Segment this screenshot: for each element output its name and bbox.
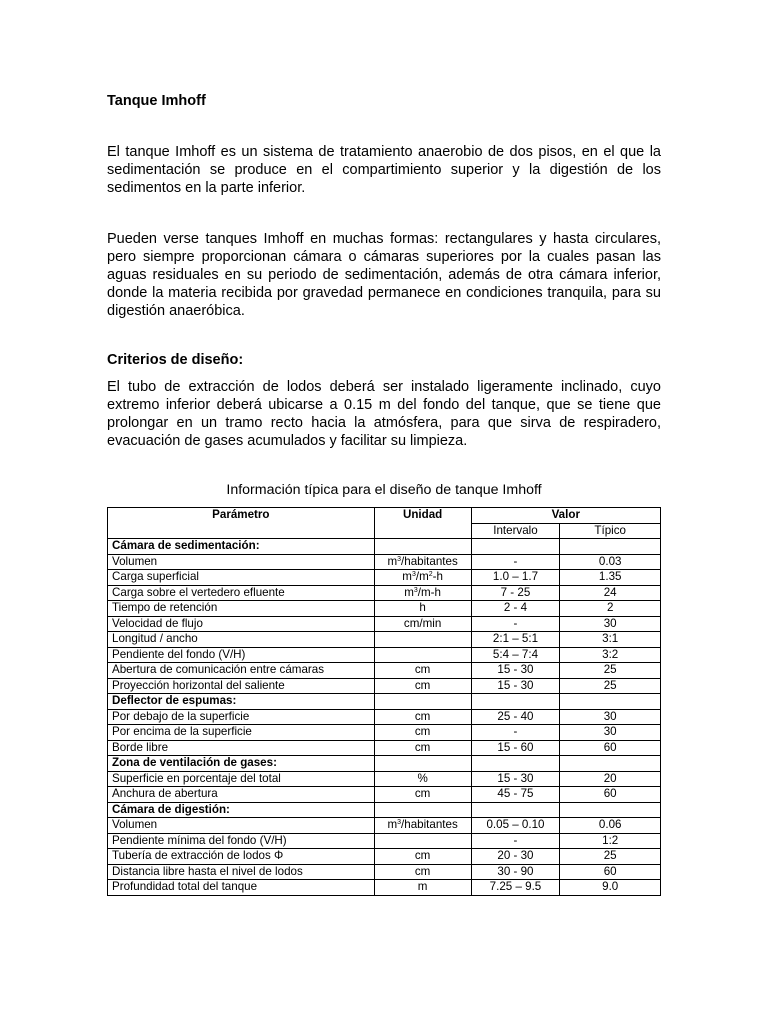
interval-cell: 2 - 4 [471,601,560,617]
interval-cell: 1.0 – 1.7 [471,570,560,586]
interval-cell: 5:4 – 7:4 [471,647,560,663]
param-cell: Tiempo de retención [108,601,375,617]
unit-cell: cm [374,709,471,725]
empty-cell [560,802,661,818]
interval-cell: - [471,616,560,632]
header-unidad: Unidad [374,508,471,539]
table-row [108,787,661,803]
unit-cell [374,632,471,648]
typical-cell: 30 [560,709,661,725]
empty-cell [374,539,471,555]
section-title: Cámara de digestión: [108,802,375,818]
interval-cell: 7 - 25 [471,585,560,601]
typical-cell: 60 [560,740,661,756]
typical-cell: 1.35 [560,570,661,586]
interval-cell: 15 - 60 [471,740,560,756]
typical-cell: 3:1 [560,632,661,648]
empty-cell [471,694,560,710]
empty-cell [471,802,560,818]
typical-cell: 3:2 [560,647,661,663]
unit-cell: $m^3$/habitantes [374,818,471,834]
unit-cell: cm [374,678,471,694]
unit-cell: $m^3$/habitantes [374,554,471,570]
table-row [108,740,661,756]
param-cell: Carga sobre el vertedero efluente [108,585,375,601]
empty-cell [471,539,560,555]
unit-cell: cm [374,740,471,756]
table-row [108,725,661,741]
typical-cell: 9.0 [560,880,661,896]
table-row [108,570,661,586]
forms-paragraph: Pueden verse tanques Imhoff en muchas formas: rectangulares y hasta circulares, pero siempre proporcionan cámara o cámaras superiores por la cuales pasan las aguas residuales en su periodo de sedimentación, además de otra cámara inferior, donde la materia recibida por gravedad permanece en condiciones tranquila, para su digestión anaeróbica. [107,231,661,319]
empty-cell [374,802,471,818]
table-section-row [108,694,661,710]
empty-cell [560,694,661,710]
header-tipico: Típico [560,523,661,539]
interval-cell: 15 - 30 [471,663,560,679]
table-row [108,818,661,834]
typical-cell: 60 [560,864,661,880]
header-parametro: Parámetro [108,508,375,539]
interval-cell: 2:1 – 5:1 [471,632,560,648]
interval-cell: 7.25 – 9.5 [471,880,560,896]
typical-cell: 1:2 [560,833,661,849]
param-cell: Pendiente mínima del fondo (V/H) [108,833,375,849]
param-cell: Por encima de la superficie [108,725,375,741]
param-cell: Volumen [108,554,375,570]
param-cell: Profundidad total del tanque [108,880,375,896]
table-row [108,880,661,896]
typical-cell: 0.03 [560,554,661,570]
typical-cell: 25 [560,849,661,865]
param-cell: Pendiente del fondo (V/H) [108,647,375,663]
table-section-row [108,539,661,555]
param-cell: Por debajo de la superficie [108,709,375,725]
typical-cell: 2 [560,601,661,617]
design-table [107,507,661,896]
unit-cell: cm [374,864,471,880]
param-cell: Superficie en porcentaje del total [108,771,375,787]
param-cell: Velocidad de flujo [108,616,375,632]
unit-cell: cm [374,663,471,679]
interval-cell: 45 - 75 [471,787,560,803]
table-row [108,616,661,632]
unit-cell: $m^3/m^2-h$ [374,570,471,586]
empty-cell [374,756,471,772]
param-cell: Tubería de extracción de lodos Φ [108,849,375,865]
unit-cell: m [374,880,471,896]
param-cell: Proyección horizontal del saliente [108,678,375,694]
unit-cell: % [374,771,471,787]
typical-cell: 20 [560,771,661,787]
interval-cell: 15 - 30 [471,771,560,787]
table-row [108,663,661,679]
design-criteria-heading: Criterios de diseño: [107,352,244,368]
typical-cell: 0.06 [560,818,661,834]
param-cell: Volumen [108,818,375,834]
empty-cell [560,539,661,555]
table-row [108,632,661,648]
table-body [108,539,661,896]
section-title: Deflector de espumas: [108,694,375,710]
unit-cell: $m^3/m-h$ [374,585,471,601]
interval-cell: - [471,833,560,849]
param-cell: Carga superficial [108,570,375,586]
typical-cell: 30 [560,725,661,741]
param-cell: Distancia libre hasta el nivel de lodos [108,864,375,880]
design-criteria-paragraph: El tubo de extracción de lodos deberá ser instalado ligeramente inclinado, cuyo extremo inferior deberá ubicarse a 0.15 m del fondo del tanque, que se tiene que prolongar en un tramo recto hacia la atmósfera, para que sirva de respiradero, evacuación de gases acumulados y facilitar su limpieza. [107,379,661,449]
unit-cell [374,647,471,663]
interval-cell: 20 - 30 [471,849,560,865]
param-cell: Borde libre [108,740,375,756]
unit-cell: cm [374,725,471,741]
table-section-row [108,756,661,772]
empty-cell [471,756,560,772]
document-title: Tanque Imhoff [107,93,206,109]
interval-cell: - [471,725,560,741]
param-cell: Longitud / ancho [108,632,375,648]
unit-cell: h [374,601,471,617]
unit-cell: cm [374,849,471,865]
table-row [108,678,661,694]
table-row [108,849,661,865]
empty-cell [374,694,471,710]
table-row [108,709,661,725]
interval-cell: 15 - 30 [471,678,560,694]
table-row [108,833,661,849]
typical-cell: 30 [560,616,661,632]
table-row [108,647,661,663]
intro-paragraph: El tanque Imhoff es un sistema de tratamiento anaerobio de dos pisos, en el que la sedimentación se produce en el compartimiento superior y la digestión de los sedimentos en la parte inferior. [107,144,661,196]
table-section-row [108,802,661,818]
table-row [108,554,661,570]
typical-cell: 25 [560,678,661,694]
interval-cell: 0.05 – 0.10 [471,818,560,834]
empty-cell [560,756,661,772]
typical-cell: 60 [560,787,661,803]
interval-cell: - [471,554,560,570]
table-row [108,771,661,787]
param-cell: Abertura de comunicación entre cámaras [108,663,375,679]
typical-cell: 25 [560,663,661,679]
table-row [108,585,661,601]
interval-cell: 30 - 90 [471,864,560,880]
unit-cell [374,833,471,849]
unit-cell: cm/min [374,616,471,632]
typical-cell: 24 [560,585,661,601]
unit-cell: cm [374,787,471,803]
table-caption: Información típica para el diseño de tanque Imhoff [226,482,542,498]
param-cell: Anchura de abertura [108,787,375,803]
section-title: Cámara de sedimentación: [108,539,375,555]
header-valor: Valor [471,508,660,524]
table-row [108,601,661,617]
interval-cell: 25 - 40 [471,709,560,725]
header-intervalo: Intervalo [471,523,560,539]
section-title: Zona de ventilación de gases: [108,756,375,772]
table-row [108,864,661,880]
